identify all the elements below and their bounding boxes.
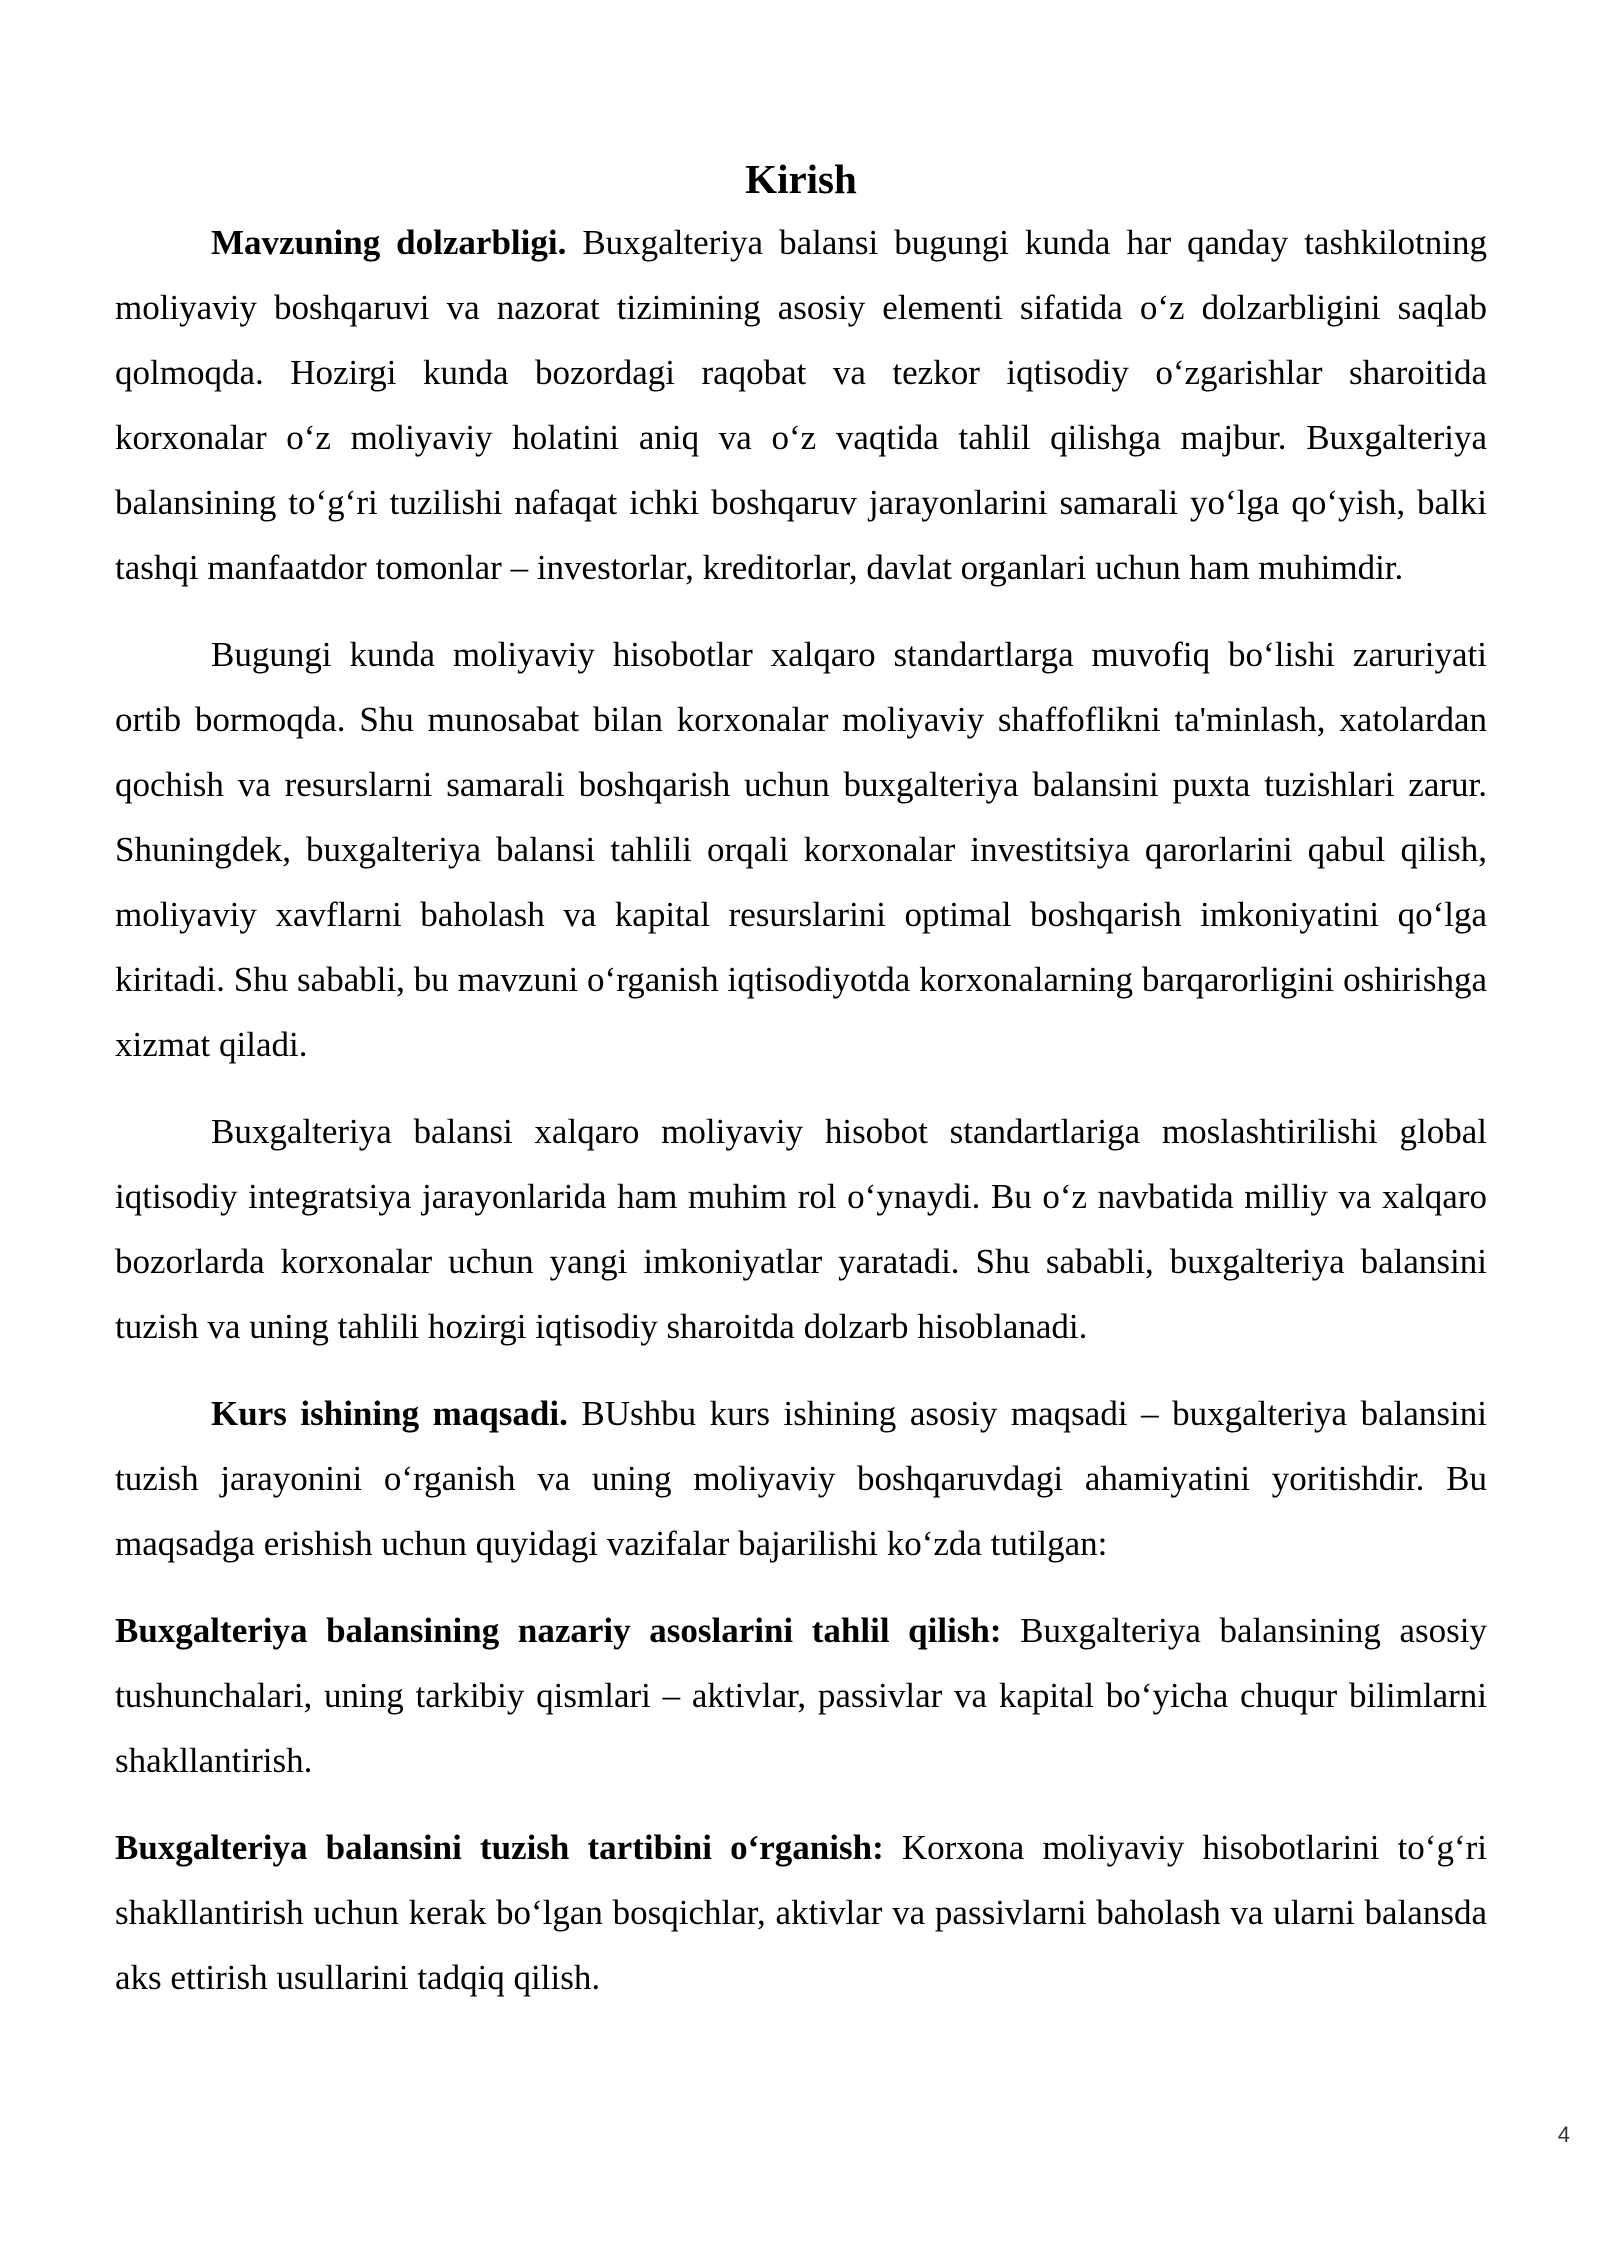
paragraph-relevance — [115, 210, 1487, 600]
paragraph-lead: Buxgalteriya balansining nazariy asoslarini tahlil qilish: — [115, 1611, 1002, 1650]
paragraph-task-theory — [115, 1598, 1487, 1793]
paragraph-lead: Kurs ishining maqsadi. — [211, 1394, 568, 1433]
paragraph-text: Bugungi kunda moliyaviy hisobotlar xalqaro standartlarga muvofiq bo‘lishi zaruriyati ortib bormoqda. Shu munosabat bilan korxonalar moliyaviy shaffoflikni ta'minlash, xatolardan qochish va resurslarni samarali boshqarish uchun buxgalteriya balansini puxta tuzishlari zarur. Shuningdek, buxgalteriya balansi tahlili orqali korxonalar investitsiya qarorlarini qabul qilish, moliyaviy xavflarni baholash va kapital resurslarini optimal boshqarish imkoniyatini qo‘lga kiritadi. Shu sababli, bu mavzuni o‘rganish iqtisodiyotda korxonalarning barqarorligini oshirishga xizmat qiladi. — [115, 635, 1487, 1064]
paragraph-text: Buxgalteriya balansi xalqaro moliyaviy hisobot standartlariga moslashtirilishi global iqtisodiy integratsiya jarayonlarida ham muhim rol o‘ynaydi. Bu o‘z navbatida milliy va xalqaro bozorlarda korxonalar uchun yangi imkoniyatlar yaratadi. Shu sababli, buxgalteriya balansini tuzish va uning tahlili hozirgi iqtisodiy sharoitda dolzarb hisoblanadi. — [115, 1112, 1487, 1346]
paragraph-text: Korxona moliyaviy hisobotlarini to‘g‘ri shakllantirish uchun kerak bo‘lgan bosqichlar, aktivlar va passivlarni baholash va ularni balansda aks ettirish usullarini tadqiq qilish. — [115, 1828, 1487, 1997]
paragraph-text: Buxgalteriya balansi bugungi kunda har qanday tashkilotning moliyaviy boshqaruvi va nazorat tizimining asosiy elementi sifatida o‘z dolzarbligini saqlab qolmoqda. Hozirgi kunda bozordagi raqobat va tezkor iqtisodiy o‘zgarishlar sharoitida korxonalar o‘z moliyaviy holatini aniq va o‘z vaqtida tahlil qilishga majbur. Buxgalteriya balansining to‘g‘ri tuzilishi nafaqat ichki boshqaruv jarayonlarini samarali yo‘lga qo‘yish, balki tashqi manfaatdor tomonlar – investorlar, kreditorlar, davlat organlari uchun ham muhimdir. — [115, 223, 1487, 587]
paragraph-lead: Buxgalteriya balansini tuzish tartibini o‘rganish: — [115, 1828, 884, 1867]
paragraph-task-procedure — [115, 1815, 1487, 2010]
page-number: 4 — [1557, 2122, 1570, 2147]
paragraph-integration — [115, 1099, 1487, 1359]
paragraph-text: BUshbu kurs ishining asosiy maqsadi – buxgalteriya balansini tuzish jarayonini o‘rganish va uning moliyaviy boshqaruvdagi ahamiyatini yoritishdir. Bu maqsadga erishish uchun quyidagi vazifalar bajarilishi ko‘zda tutilgan: — [115, 1394, 1487, 1563]
paragraph-text: Buxgalteriya balansining asosiy tushunchalari, uning tarkibiy qismlari – aktivlar, passivlar va kapital bo‘yicha chuqur bilimlarni shakllantirish. — [115, 1611, 1487, 1780]
paragraph-standards — [115, 622, 1487, 1077]
paragraph-goal — [115, 1381, 1487, 1576]
paragraph-lead: Mavzuning dolzarbligi. — [211, 223, 567, 262]
page-content — [115, 150, 1487, 2032]
page-title: Kirish — [745, 156, 857, 202]
